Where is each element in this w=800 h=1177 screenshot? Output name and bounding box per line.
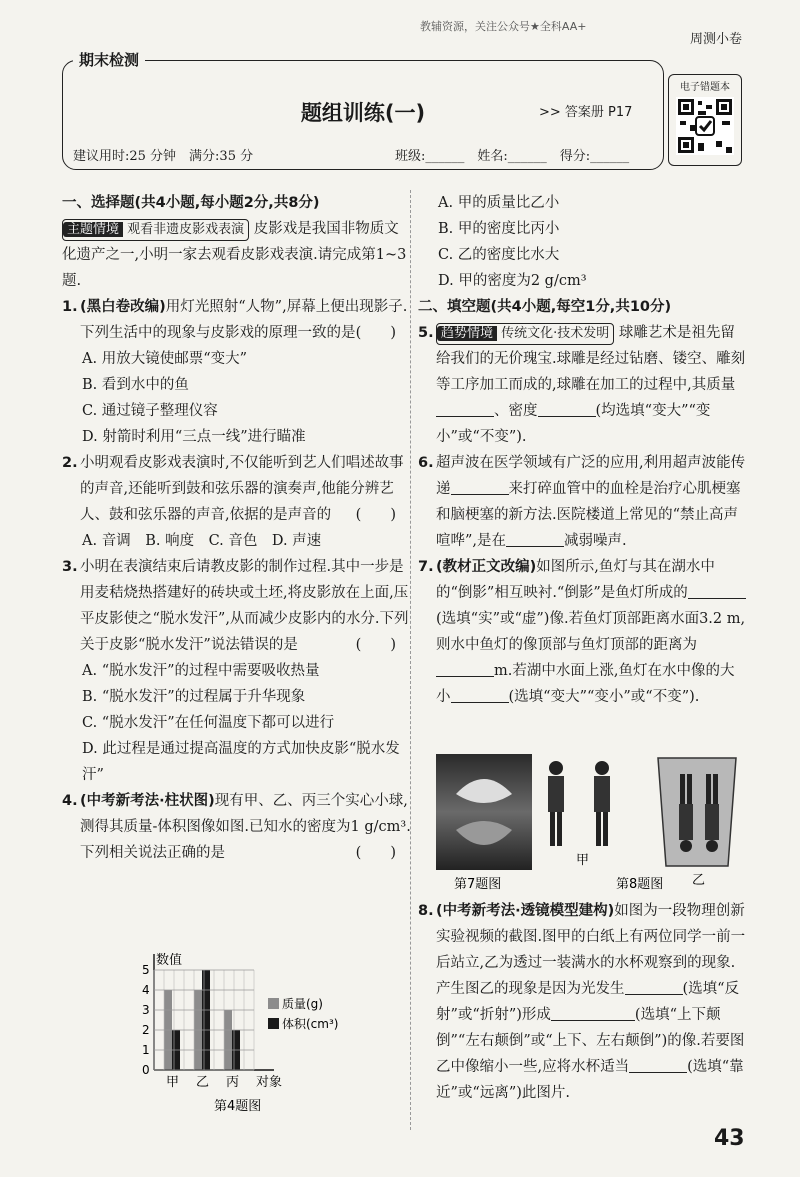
q5-blank-2[interactable] bbox=[538, 400, 596, 417]
q5-text-3: (均选填“变大”“变小”或“不变”). bbox=[436, 403, 711, 445]
q8-blank-3[interactable] bbox=[629, 1056, 687, 1073]
question-6 bbox=[418, 450, 748, 554]
bar-mass bbox=[224, 1010, 232, 1070]
q6-text-3: 减弱噪声. bbox=[564, 533, 627, 549]
q5-text-2: 、密度 bbox=[494, 403, 538, 419]
q4-option-a[interactable]: A. 甲的质量比乙小 bbox=[438, 195, 560, 211]
q3-option-a[interactable]: A. “脱水发汗”的过程中需要吸收热量 bbox=[82, 663, 320, 679]
q4-tag: (中考新考法·柱状图) bbox=[80, 793, 215, 809]
x-tick-label: 丙 bbox=[226, 1075, 240, 1090]
top-bar bbox=[0, 0, 800, 47]
q1-option-d[interactable]: D. 射箭时利用“三点一线”进行瞄准 bbox=[82, 429, 306, 445]
q8-text-4: (选填“靠近”或“远离”)此图片. bbox=[436, 1059, 744, 1101]
q5-badge-text: 传统文化·技术发明 bbox=[501, 326, 610, 341]
question-2 bbox=[62, 450, 412, 528]
q6-blank-2[interactable] bbox=[506, 530, 564, 547]
qr-label: 电子错题本 bbox=[680, 82, 730, 93]
promo-text: 教辅资源，关注公众号★全科AA+ bbox=[420, 20, 587, 33]
page-number: 43 bbox=[714, 1126, 745, 1151]
x-tick-label: 乙 bbox=[196, 1075, 210, 1090]
q1-number: 1. bbox=[62, 299, 78, 315]
scenario-intro bbox=[62, 216, 412, 294]
left-column bbox=[62, 190, 412, 866]
q6-blank-1[interactable] bbox=[451, 478, 509, 495]
q8-number: 8. bbox=[418, 903, 434, 919]
q5-text-1: 球雕艺术是祖先留给我们的无价瑰宝.球雕是经过钻磨、镂空、雕刻等工序加工而成的,球雕在加工的过程中,其质量 bbox=[436, 325, 746, 393]
question-7 bbox=[418, 554, 748, 710]
series-name: 周测小卷 bbox=[690, 32, 743, 47]
figures-7-8-illustration bbox=[436, 754, 746, 894]
section-1-title: 一、选择题(共4小题,每小题2分,共8分) bbox=[62, 195, 320, 211]
q1-text: 用灯光照射“人物”,屏幕上便出现影子.下列生活中的现象与皮影戏的原理一致的是 bbox=[80, 299, 408, 341]
legend-mass: 质量(g) bbox=[282, 997, 323, 1011]
y-tick-label: 5 bbox=[142, 963, 150, 977]
q4-option-b[interactable]: B. 甲的密度比丙小 bbox=[438, 221, 560, 237]
fig4-caption: 第4题图 bbox=[214, 1099, 262, 1114]
scenario-text: 皮影戏是我国非物质文化遗产之一,小明一家去观看皮影戏表演.请完成第1~3题. bbox=[62, 221, 407, 289]
figures-7-8 bbox=[436, 754, 746, 894]
q8-text-2: (选填“反射”或“折射”)形成 bbox=[436, 981, 740, 1023]
q5-number: 5. bbox=[418, 325, 434, 341]
q4-number: 4. bbox=[62, 793, 78, 809]
scenario-badge bbox=[62, 219, 249, 241]
q8-tag: (中考新考法·透镜模型建构) bbox=[436, 903, 615, 919]
right-column bbox=[418, 190, 748, 710]
q3-option-d[interactable]: D. 此过程是通过提高温度的方式加快皮影“脱水发汗” bbox=[82, 741, 400, 783]
fig8-label-jia: 甲 bbox=[576, 853, 590, 868]
q1-option-b[interactable]: B. 看到水中的鱼 bbox=[82, 377, 189, 393]
fish-lantern-photo bbox=[436, 754, 532, 870]
q3-option-c[interactable]: C. “脱水发汗”在任何温度下都可以进行 bbox=[82, 715, 335, 731]
x-axis-label: 对象 bbox=[256, 1075, 283, 1090]
q6-text-1: 超声波在医学领域有广泛的应用,利用超声波能传递 bbox=[436, 455, 746, 497]
q3-number: 3. bbox=[62, 559, 78, 575]
fig8-caption: 第8题图 bbox=[616, 877, 664, 892]
q4-text: 现有甲、乙、丙三个实心小球,测得其质量-体积图像如图.已知水的密度为1 g/cm³.下列相关说法正确的是 bbox=[80, 793, 411, 861]
y-tick-label: 2 bbox=[142, 1023, 150, 1037]
right-column-lower bbox=[418, 898, 748, 1106]
q7-tag: (教材正文改编) bbox=[436, 559, 537, 575]
q7-text-3: m.若湖中水面上涨,鱼灯在水中像的大小 bbox=[436, 663, 735, 705]
q6-number: 6. bbox=[418, 455, 434, 471]
q7-blank-1[interactable] bbox=[688, 582, 746, 599]
scenario-badge-text: 观看非遗皮影戏表演 bbox=[127, 222, 245, 237]
student-fields[interactable]: 班级:______ 姓名:______ 得分:______ bbox=[395, 149, 630, 164]
q5-blank-1[interactable] bbox=[436, 400, 494, 417]
y-tick-label: 1 bbox=[142, 1043, 150, 1057]
q7-blank-2[interactable] bbox=[436, 660, 494, 677]
q4-answer-paren[interactable]: ( ) bbox=[355, 845, 396, 861]
y-tick-label: 0 bbox=[142, 1063, 150, 1077]
question-1 bbox=[62, 294, 412, 346]
q8-blank-1[interactable] bbox=[625, 978, 683, 995]
q2-options[interactable]: A. 音调 B. 响度 C. 音色 D. 声速 bbox=[82, 533, 322, 549]
q7-number: 7. bbox=[418, 559, 434, 575]
q7-text-2: (选填“实”或“虚”)像.若鱼灯顶部距离水面3.2 m,则水中鱼灯的像顶部与鱼灯顶部的距离为 bbox=[436, 611, 746, 653]
scenario-badge-label: 主题情境 bbox=[63, 222, 123, 237]
q3-text: 小明在表演结束后请教皮影的制作过程.其中一步是用麦秸烧热搭建好的砖块或土坯,将皮影放在上面,压平皮影使之“脱水发汗”,从而减少皮影内的水分.下列关于皮影“脱水发汗”说法错误的是 bbox=[80, 559, 409, 653]
page-title: 题组训练(一) bbox=[300, 101, 426, 125]
q4-option-c[interactable]: C. 乙的密度比水大 bbox=[438, 247, 560, 263]
y-tick-label: 3 bbox=[142, 1003, 150, 1017]
legend-swatch-volume bbox=[268, 1018, 279, 1029]
q1-tag: (黑白卷改编) bbox=[80, 299, 166, 315]
water-cup-yi bbox=[658, 758, 736, 866]
q1-answer-paren[interactable]: ( ) bbox=[355, 325, 396, 341]
qr-panel[interactable] bbox=[668, 74, 742, 166]
legend-swatch-mass bbox=[268, 998, 279, 1009]
student-figures-jia bbox=[548, 761, 610, 846]
question-5 bbox=[418, 320, 748, 450]
question-3 bbox=[62, 554, 412, 658]
y-axis-label: 数值 bbox=[156, 953, 183, 968]
time-score-info: 建议用时:25 分钟 满分:35 分 bbox=[73, 149, 254, 164]
q5-badge bbox=[436, 323, 614, 345]
q5-badge-label: 趋势情境 bbox=[437, 326, 497, 341]
q1-option-a[interactable]: A. 用放大镜使邮票“变大” bbox=[82, 351, 248, 367]
q4-option-d[interactable]: D. 甲的密度为2 g/cm³ bbox=[438, 273, 587, 289]
exam-tag: 期末检测 bbox=[73, 49, 145, 70]
header-box bbox=[62, 51, 664, 170]
q4-bar-chart bbox=[120, 946, 380, 1126]
q7-blank-3[interactable] bbox=[451, 686, 509, 703]
q3-option-b[interactable]: B. “脱水发汗”的过程属于升华现象 bbox=[82, 689, 306, 705]
q6-text-2: 来打碎血管中的血栓是治疗心肌梗塞和脑梗塞的新方法.医院楼道上常见的“禁止高声喧哗”,是在 bbox=[436, 481, 741, 549]
bar-volume bbox=[202, 970, 210, 1070]
q2-answer-paren[interactable]: ( ) bbox=[355, 507, 396, 523]
x-tick-label: 甲 bbox=[166, 1075, 180, 1090]
section-2-title: 二、填空题(共4小题,每空1分,共10分) bbox=[418, 299, 672, 315]
fig8-label-yi: 乙 bbox=[692, 873, 706, 888]
q3-answer-paren[interactable]: ( ) bbox=[355, 637, 396, 653]
question-4 bbox=[62, 788, 412, 866]
q8-text-3: (选填“上下颠倒”“左右颠倒”或“上下、左右颠倒”)的像.若要图乙中像缩小一些,应将水杯适当 bbox=[436, 1007, 745, 1075]
q8-text-1: 如图为一段物理创新实验视频的截图.图甲的白纸上有两位同学一前一后站立,乙为透过一装满水的水杯观察到的现象.产生图乙的现象是因为光发生 bbox=[436, 903, 746, 997]
q8-blank-2[interactable] bbox=[551, 1004, 635, 1021]
fig7-caption: 第7题图 bbox=[454, 877, 502, 892]
question-8 bbox=[418, 898, 748, 1106]
q7-text-1: 如图所示,鱼灯与其在湖水中的“倒影”相互映衬.“倒影”是鱼灯所成的 bbox=[436, 559, 715, 601]
q2-text: 小明观看皮影戏表演时,不仅能听到艺人们唱述故事的声音,还能听到鼓和弦乐器的演奏声,他能分辨艺人、鼓和弦乐器的声音,依据的是声音的 bbox=[80, 455, 404, 523]
answer-ref: >> 答案册 P17 bbox=[539, 105, 633, 120]
q4-chart bbox=[120, 946, 380, 1126]
q7-text-4: (选填“变大”“变小”或“不变”). bbox=[508, 689, 700, 705]
y-tick-label: 4 bbox=[142, 983, 150, 997]
legend-volume: 体积(cm³) bbox=[282, 1017, 339, 1031]
q1-option-c[interactable]: C. 通过镜子整理仪容 bbox=[82, 403, 218, 419]
q2-number: 2. bbox=[62, 455, 78, 471]
qr-code-icon[interactable] bbox=[676, 97, 734, 155]
